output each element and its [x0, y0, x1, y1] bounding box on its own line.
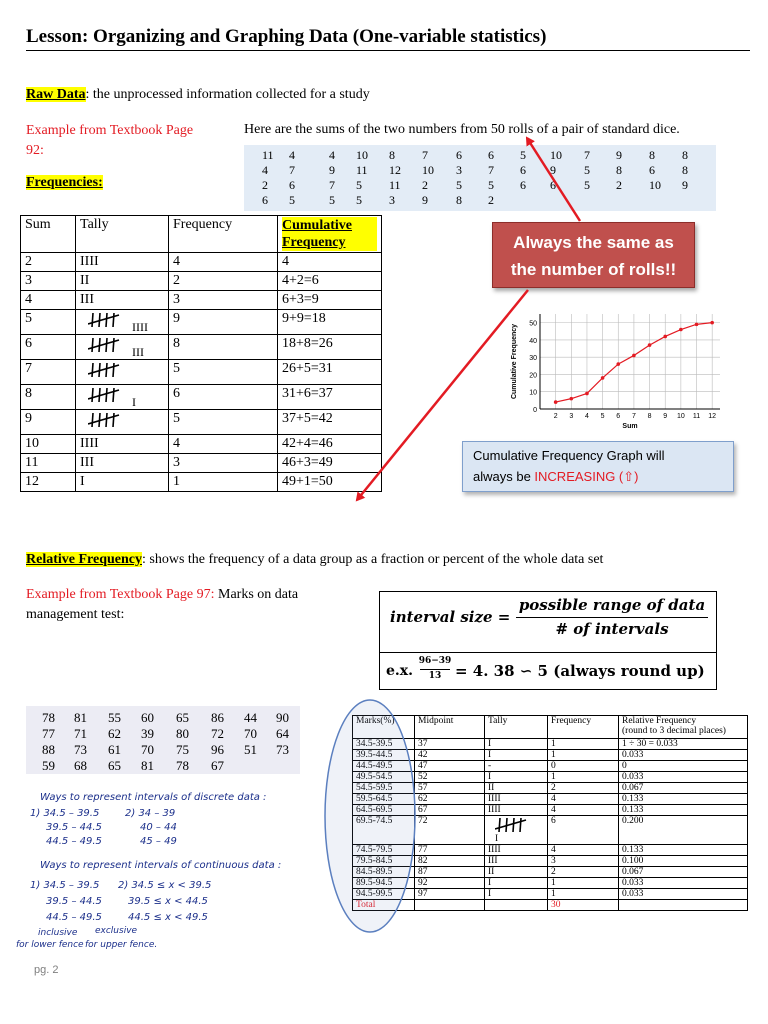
rel-cell-tally: II	[485, 783, 548, 794]
x-tick-label: 7	[631, 413, 636, 420]
rel-cell-tally: II	[485, 867, 548, 878]
header-sum: Sum	[21, 216, 76, 253]
rel-header-tally: Tally	[485, 716, 548, 739]
dice-value: 11	[356, 163, 368, 177]
freq-cell-sum: 3	[21, 272, 76, 291]
dice-value: 7	[422, 148, 428, 162]
rel-cell-rel: 0.133	[619, 794, 748, 805]
rel-cell-tally	[485, 816, 548, 845]
freq-cell-cum: 42+4=46	[278, 435, 382, 454]
mark-value: 55	[108, 710, 121, 725]
freq-cell-sum: 2	[21, 253, 76, 272]
freq-cell-freq: 5	[169, 360, 278, 385]
y-tick-label: 0	[533, 407, 537, 414]
mark-value: 72	[211, 726, 224, 741]
dice-value: 5	[584, 163, 590, 177]
rel-cell-tally: I	[485, 739, 548, 750]
dice-value: 5	[584, 178, 590, 192]
rel-cell-mid: 67	[415, 805, 485, 816]
note-c3b: 44.5 ≤ x < 49.5	[128, 912, 208, 923]
formula-denominator: # of intervals	[555, 620, 669, 638]
freq-cell-cum: 31+6=37	[278, 385, 382, 410]
rel-cell-rel: 0.100	[619, 856, 748, 867]
rel-total-empty1	[415, 900, 485, 911]
freq-cell-tally: II	[76, 272, 169, 291]
note-exclusive: exclusive	[95, 926, 138, 936]
dice-value: 6	[289, 178, 295, 192]
mark-value: 44	[244, 710, 257, 725]
tally-stroke	[520, 818, 521, 832]
dice-value: 7	[488, 163, 494, 177]
rel-cell-freq: 1	[548, 889, 619, 900]
page-title: Lesson: Organizing and Graphing Data (One-variable statistics)	[26, 26, 750, 51]
rel-cell-mid: 92	[415, 878, 485, 889]
freq-cell-cum: 4	[278, 253, 382, 272]
rel-cell-tally: I	[485, 750, 548, 761]
rel-cell-tally: III	[485, 856, 548, 867]
rel-cell-freq: 1	[548, 750, 619, 761]
rel-cell-mid: 37	[415, 739, 485, 750]
note-d1a: 1) 34.5 – 39.5	[30, 808, 100, 819]
mark-value: 90	[276, 710, 289, 725]
y-axis-label: Cumulative Frequency	[511, 323, 518, 400]
rel-cell-freq: 1	[548, 772, 619, 783]
y-tick-label: 30	[529, 355, 537, 363]
callout-line1: Always the same as	[513, 233, 674, 252]
dice-value: 5	[356, 193, 362, 207]
dice-value: 8	[389, 148, 395, 162]
freq-cell-freq: 3	[169, 291, 278, 310]
interval-size-formula	[379, 591, 717, 690]
mark-value: 86	[211, 710, 224, 725]
freq-cell-sum: 6	[21, 335, 76, 360]
mark-value: 88	[42, 742, 55, 757]
rel-cell-tally: IIII	[485, 794, 548, 805]
dice-value: 10	[422, 163, 434, 177]
rel-cell-rel: 0	[619, 761, 748, 772]
mark-value: 65	[108, 758, 121, 773]
y-tick-label: 40	[529, 337, 537, 345]
dice-value: 8	[682, 163, 688, 177]
freq-cell-freq: 4	[169, 435, 278, 454]
marks-column-ellipse	[318, 696, 423, 936]
dice-value: 6	[488, 148, 494, 162]
freq-cell-tally: III	[76, 291, 169, 310]
dice-value: 9	[550, 163, 556, 177]
example1-line1: Example from Textbook Page	[26, 123, 194, 138]
dice-value: 7	[329, 178, 335, 192]
note-upper-fence: for upper fence.	[85, 940, 158, 950]
rel-cell-mid: 52	[415, 772, 485, 783]
mark-value: 73	[74, 742, 87, 757]
raw-data-term: Raw Data	[26, 87, 86, 102]
rel-cell-freq: 0	[548, 761, 619, 772]
note-d3a: 44.5 – 49.5	[46, 836, 102, 847]
rel-cell-mid: 87	[415, 867, 485, 878]
mark-value: 64	[276, 726, 289, 741]
x-tick-label: 11	[692, 413, 701, 420]
note-d1b: 2) 34 – 39	[125, 808, 176, 819]
mark-value: 65	[176, 710, 189, 725]
x-tick-label: 2	[553, 413, 558, 420]
rel-cell-rel: 0.033	[619, 878, 748, 889]
dice-value: 6	[520, 178, 526, 192]
mark-value: 81	[74, 710, 87, 725]
rel-cell-mid: 62	[415, 794, 485, 805]
note-c2b: 39.5 ≤ x < 44.5	[128, 896, 208, 907]
dice-value: 4	[262, 163, 268, 177]
graph-note-increasing: INCREASING (⇧)	[534, 469, 639, 484]
rel-cell-rel: 0.133	[619, 805, 748, 816]
freq-cell-freq: 6	[169, 385, 278, 410]
freq-cell-freq: 9	[169, 310, 278, 335]
rel-cell-mid: 82	[415, 856, 485, 867]
dice-value: 8	[649, 148, 655, 162]
freq-cell-cum: 37+5=42	[278, 410, 382, 435]
dice-value: 9	[682, 178, 688, 192]
freq-cell-freq: 8	[169, 335, 278, 360]
rel-cell-freq: 1	[548, 878, 619, 889]
rel-total-empty3	[619, 900, 748, 911]
example-textbook-97	[26, 585, 298, 625]
arrow-to-total-50	[357, 290, 528, 500]
note-d2a: 39.5 – 44.5	[46, 822, 102, 833]
rel-cell-mid: 72	[415, 816, 485, 845]
x-tick-label: 6	[616, 413, 621, 420]
freq-cell-sum: 11	[21, 454, 76, 473]
rel-total-empty2	[485, 900, 548, 911]
dice-value: 6	[520, 163, 526, 177]
rel-cell-rel: 0.033	[619, 889, 748, 900]
rel-cell-rel: 0.033	[619, 772, 748, 783]
frequencies-label: Frequencies:	[26, 175, 103, 190]
dice-value: 8	[682, 148, 688, 162]
relative-frequency-text: : shows the frequency of a data group as a fraction or percent of the whole data set	[142, 552, 604, 567]
example2-red: Example from Textbook Page 97:	[26, 587, 215, 602]
freq-cell-cum: 26+5=31	[278, 360, 382, 385]
rel-header-rel2: (round to 3 decimal places)	[622, 726, 726, 736]
freq-cell-cum: 4+2=6	[278, 272, 382, 291]
mark-value: 39	[141, 726, 154, 741]
dice-value: 6	[550, 178, 556, 192]
dice-value: 9	[329, 163, 335, 177]
x-tick-label: 5	[600, 413, 605, 420]
rel-cell-tally: -	[485, 761, 548, 772]
freq-cell-cum: 9+9=18	[278, 310, 382, 335]
freq-cell-cum: 18+8=26	[278, 335, 382, 360]
dice-value: 9	[616, 148, 622, 162]
dice-value: 7	[584, 148, 590, 162]
note-lower-fence: for lower fence	[16, 940, 84, 950]
dice-value: 2	[616, 178, 622, 192]
freq-cell-freq: 3	[169, 454, 278, 473]
freq-cell-sum: 7	[21, 360, 76, 385]
freq-cell-cum: 49+1=50	[278, 473, 382, 492]
mark-value: 78	[42, 710, 55, 725]
note-c2a: 39.5 – 44.5	[46, 896, 102, 907]
dice-value: 4	[329, 148, 335, 162]
arrow-to-50-rolls	[527, 138, 580, 221]
freq-cell-cum: 6+3=9	[278, 291, 382, 310]
dice-value: 4	[289, 148, 295, 162]
header-cumulative-label: Cumulative Frequency	[282, 217, 377, 251]
dice-value: 7	[289, 163, 295, 177]
mark-value: 51	[244, 742, 257, 757]
dice-value: 5	[329, 193, 335, 207]
rel-cell-mid: 42	[415, 750, 485, 761]
formula-ex-result: = 4. 38 ∽ 5 (always round up)	[455, 662, 705, 680]
dice-value: 3	[389, 193, 395, 207]
mark-value: 70	[141, 742, 154, 757]
freq-cell-sum: 12	[21, 473, 76, 492]
rel-cell-tally: I	[485, 772, 548, 783]
mark-value: 78	[176, 758, 189, 773]
note-d3b: 45 – 49	[140, 836, 177, 847]
rel-header-rel1: Relative Frequency	[622, 716, 697, 726]
dice-value: 12	[389, 163, 401, 177]
dice-value: 10	[649, 178, 661, 192]
rel-cell-freq: 6	[548, 816, 619, 845]
note-c1a: 1) 34.5 – 39.5	[30, 880, 100, 891]
rel-cell-mid: 47	[415, 761, 485, 772]
dice-value: 6	[649, 163, 655, 177]
rel-cell-rel: 1 ÷ 30 = 0.033	[619, 739, 748, 750]
dice-value: 2	[422, 178, 428, 192]
x-axis-label: Sum	[622, 423, 638, 430]
mark-value: 68	[74, 758, 87, 773]
freq-cell-freq: 2	[169, 272, 278, 291]
dice-value: 3	[456, 163, 462, 177]
dice-value: 11	[389, 178, 401, 192]
rel-cell-freq: 4	[548, 805, 619, 816]
mark-value: 80	[176, 726, 189, 741]
freq-cell-tally: IIII	[76, 253, 169, 272]
graph-note-line1: Cumulative Frequency Graph will	[473, 448, 665, 463]
dice-value: 6	[456, 148, 462, 162]
mark-value: 77	[42, 726, 55, 741]
freq-cell-freq: 4	[169, 253, 278, 272]
header-frequency: Frequency	[169, 216, 278, 253]
rel-cell-tally: I	[485, 889, 548, 900]
dice-value: 2	[488, 193, 494, 207]
rel-cell-mid: 77	[415, 845, 485, 856]
x-tick-label: 9	[663, 413, 668, 420]
rel-header-midpoint: Midpoint	[415, 716, 485, 739]
freq-cell-tally: I	[76, 473, 169, 492]
mark-value: 75	[176, 742, 189, 757]
freq-cell-sum: 5	[21, 310, 76, 335]
formula-numerator: possible range of data	[518, 596, 706, 614]
dice-value: 9	[422, 193, 428, 207]
freq-cell-tally: IIII	[76, 435, 169, 454]
tally-stroke	[499, 818, 500, 832]
note-inclusive: inclusive	[38, 928, 78, 938]
y-tick-label: 10	[529, 389, 537, 397]
relative-frequency-term: Relative Frequency	[26, 552, 142, 567]
mark-value: 71	[74, 726, 87, 741]
rel-cell-freq: 2	[548, 783, 619, 794]
formula-ex-prefix: e.x.	[386, 663, 414, 679]
mark-value: 59	[42, 758, 55, 773]
callout-line2: the number of rolls!!	[510, 260, 677, 279]
marks-data-band	[26, 706, 300, 774]
rel-cell-rel: 0.067	[619, 783, 748, 794]
freq-cell-freq: 1	[169, 473, 278, 492]
tally-marks-icon	[495, 816, 544, 834]
formula-fraction-bar	[516, 617, 708, 618]
freq-cell-tally: III	[76, 454, 169, 473]
example1-line2: 92:	[26, 143, 44, 158]
y-tick-label: 20	[529, 372, 537, 380]
freq-cell-sum: 4	[21, 291, 76, 310]
rel-cell-rel: 0.133	[619, 845, 748, 856]
mark-value: 67	[211, 758, 224, 773]
example2-line1	[26, 585, 298, 605]
tally-extra: I	[132, 395, 136, 409]
note-c3a: 44.5 – 49.5	[46, 912, 102, 923]
raw-data-text: : the unprocessed information collected for a study	[85, 87, 370, 102]
x-tick-label: 12	[708, 413, 717, 420]
formula-ex-bar	[420, 669, 450, 670]
dice-value: 2	[262, 178, 268, 192]
freq-cell-cum: 46+3=49	[278, 454, 382, 473]
mark-value: 96	[211, 742, 224, 757]
y-tick-label: 50	[529, 320, 537, 328]
note-continuous-title: Ways to represent intervals of continuous data :	[40, 860, 282, 871]
rel-header-relative	[619, 716, 748, 739]
formula-lhs: interval size =	[390, 608, 511, 626]
dice-value: 8	[456, 193, 462, 207]
rel-cell-rel: 0.033	[619, 750, 748, 761]
x-tick-label: 3	[569, 413, 574, 420]
rel-cell-freq: 4	[548, 794, 619, 805]
dice-value: 5	[289, 193, 295, 207]
graph-note-prefix: always be	[473, 469, 535, 484]
dice-value: 5	[520, 148, 526, 162]
rel-total-value: 30	[548, 900, 619, 911]
formula-ex-denominator: 13	[428, 671, 442, 681]
rel-header-frequency: Frequency	[548, 716, 619, 739]
freq-cell-sum: 10	[21, 435, 76, 454]
rel-cell-tally: IIII	[485, 805, 548, 816]
handwritten-notes	[16, 790, 330, 955]
mark-value: 62	[108, 726, 121, 741]
rel-cell-freq: 2	[548, 867, 619, 878]
example2-rest: Marks on data	[214, 587, 299, 602]
dice-value: 6	[262, 193, 268, 207]
freq-cell-sum: 9	[21, 410, 76, 435]
rel-cell-freq: 3	[548, 856, 619, 867]
rel-cell-freq: 4	[548, 845, 619, 856]
dice-value: 5	[356, 178, 362, 192]
note-discrete-title: Ways to represent intervals of discrete data :	[40, 792, 267, 803]
dice-value: 5	[456, 178, 462, 192]
mark-value: 70	[244, 726, 257, 741]
rel-cell-tally: IIII	[485, 845, 548, 856]
dice-value: 10	[550, 148, 562, 162]
header-tally: Tally	[76, 216, 169, 253]
formula-divider	[380, 652, 716, 653]
dice-value: 10	[356, 148, 368, 162]
formula-ex-numerator: 96−39	[418, 656, 452, 666]
freq-cell-freq: 5	[169, 410, 278, 435]
rel-cell-freq: 1	[548, 739, 619, 750]
mark-value: 61	[108, 742, 121, 757]
note-d2b: 40 – 44	[140, 822, 177, 833]
dice-value: 5	[488, 178, 494, 192]
mark-value: 60	[141, 710, 154, 725]
x-tick-label: 8	[647, 413, 652, 420]
page-number: pg. 2	[34, 964, 59, 976]
mark-value: 81	[141, 758, 154, 773]
rel-cell-rel: 0.067	[619, 867, 748, 878]
rel-cell-mid: 57	[415, 783, 485, 794]
rel-cell-tally: I	[485, 878, 548, 889]
tally-stroke	[513, 818, 514, 832]
tally-extra: III	[132, 345, 144, 359]
dice-value: 11	[262, 148, 274, 162]
dice-caption: Here are the sums of the two numbers from 50 rolls of a pair of standard dice.	[244, 122, 680, 137]
dice-value: 8	[616, 163, 622, 177]
note-c1b: 2) 34.5 ≤ x < 39.5	[118, 880, 212, 891]
relative-frequency-definition	[26, 552, 603, 568]
rel-tally-extra: I	[495, 834, 499, 844]
rel-cell-rel: 0.200	[619, 816, 748, 845]
tally-extra: IIII	[132, 320, 148, 334]
mark-value: 73	[276, 742, 289, 757]
x-tick-label: 4	[585, 413, 589, 420]
freq-cell-sum: 8	[21, 385, 76, 410]
example2-line2: management test:	[26, 607, 125, 622]
rel-cell-mid: 97	[415, 889, 485, 900]
x-tick-label: 10	[676, 413, 685, 420]
